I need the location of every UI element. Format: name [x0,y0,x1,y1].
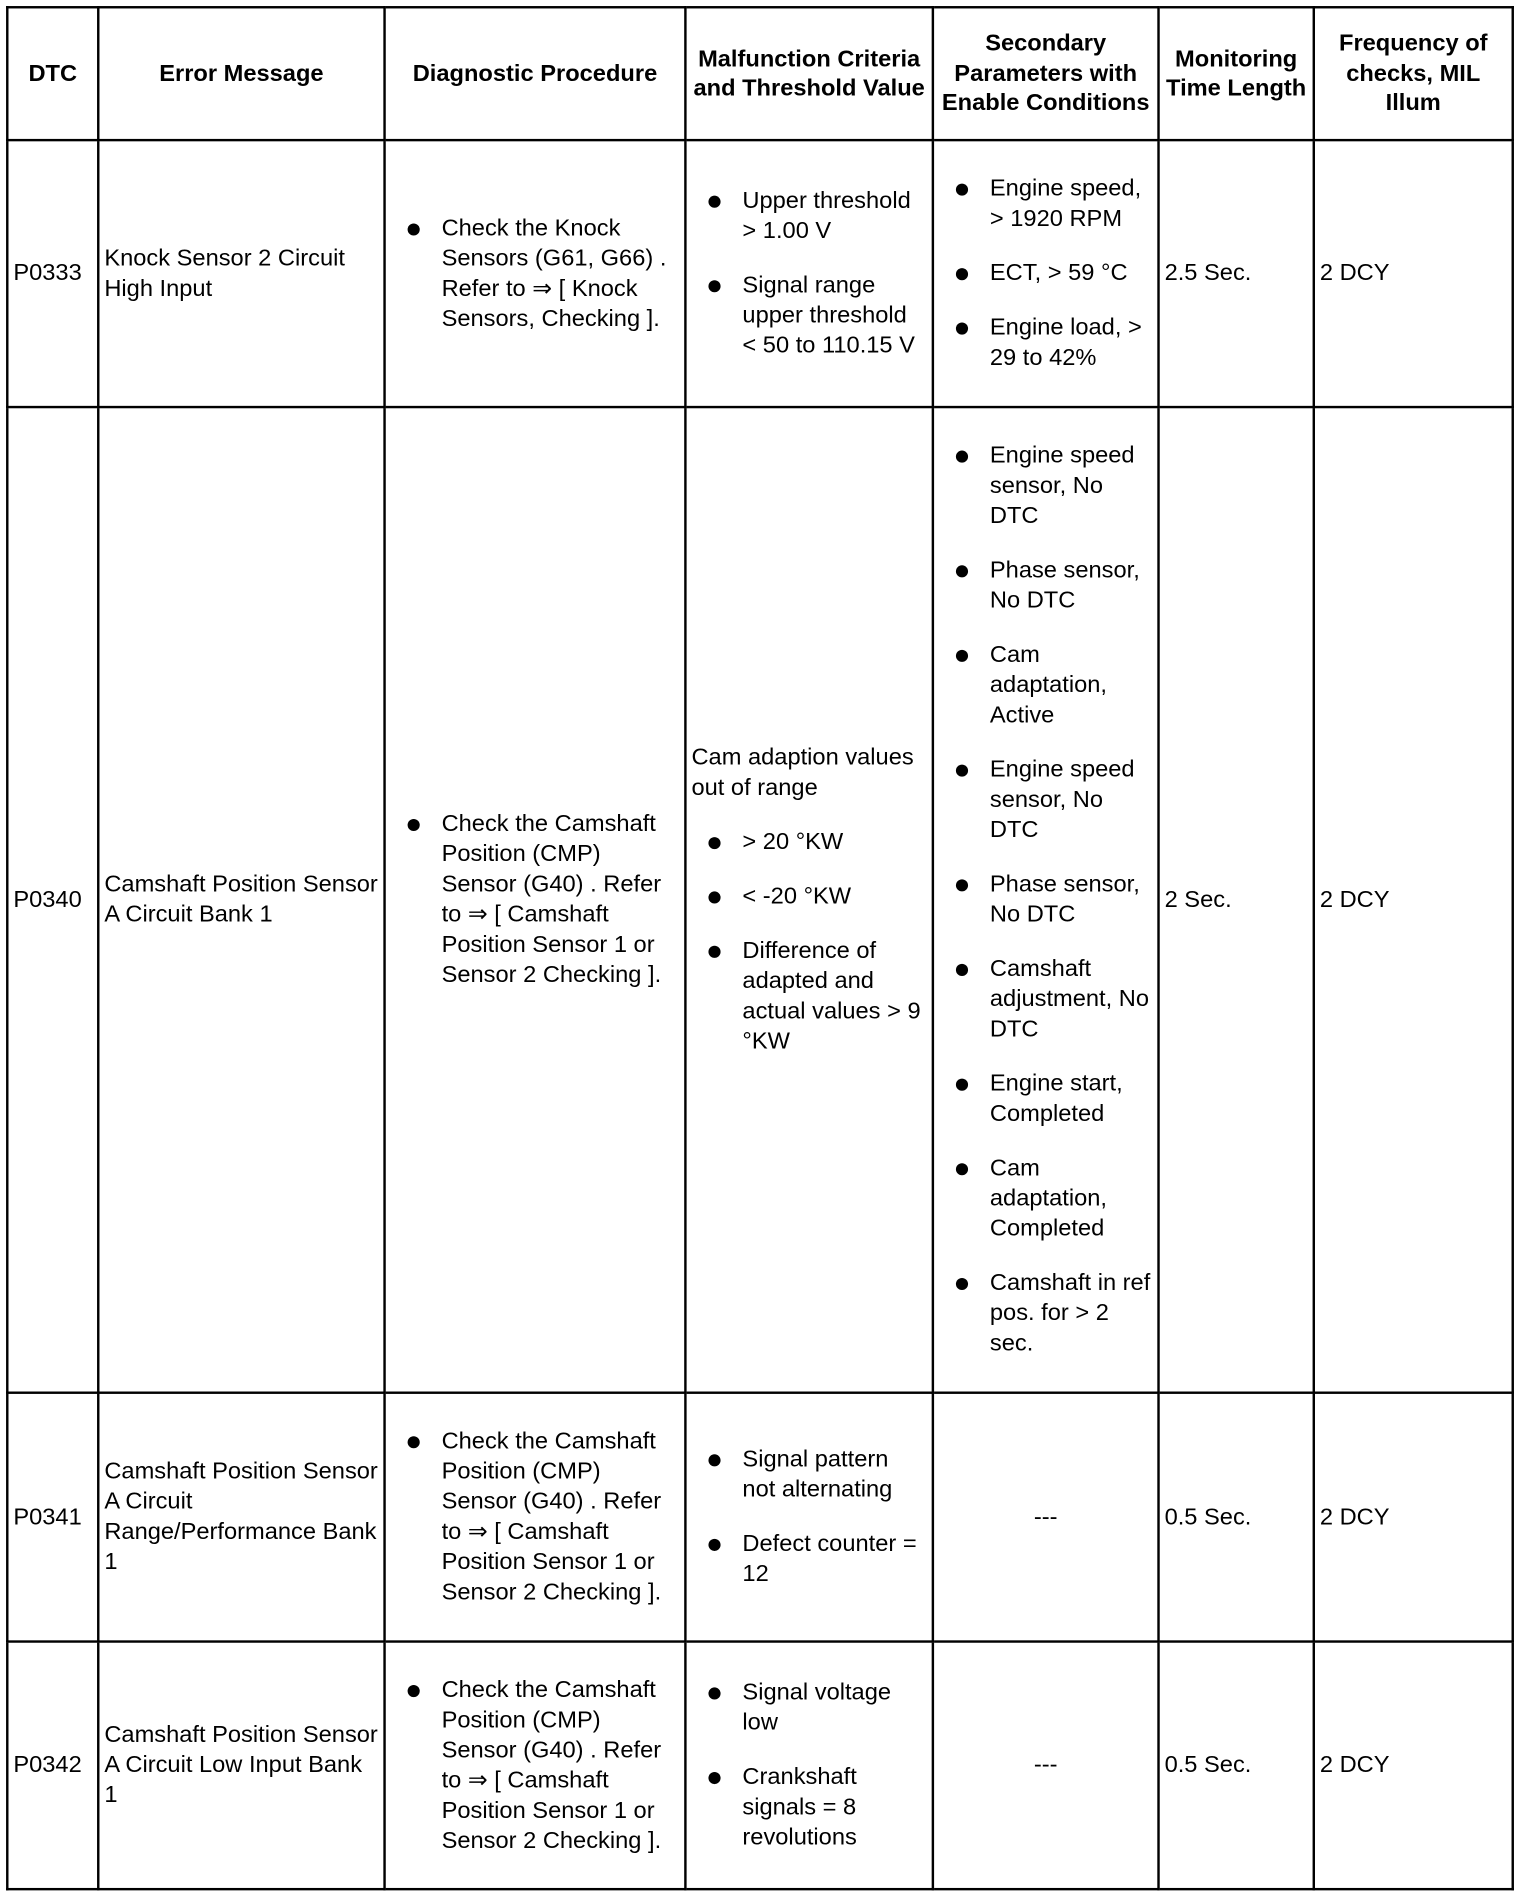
secondary-parameters [933,407,1159,1393]
list-item: Signal pattern not alternating [691,1445,926,1505]
malfunction-intro: Cam adaption values out of range [691,744,914,801]
header-error-message: Error Message [98,7,384,140]
secondary-parameters: --- [933,1642,1159,1890]
dtc-code: P0342 [7,1642,98,1890]
monitoring-time: 0.5 Sec. [1159,1642,1314,1890]
error-message: Camshaft Position Sensor A Circuit Bank 1 [98,407,384,1393]
list-item: Engine start, Completed [939,1069,1153,1129]
list-item: Cam adaptation, Active [939,640,1153,731]
error-message: Camshaft Position Sensor A Circuit Range/Performance Bank 1 [98,1393,384,1642]
diagnostic-procedure [385,140,686,407]
monitoring-time: 2.5 Sec. [1159,140,1314,407]
error-message: Camshaft Position Sensor A Circuit Low Input Bank 1 [98,1642,384,1890]
frequency: 2 DCY [1314,140,1513,407]
diagnostic-procedure [385,1393,686,1642]
frequency: 2 DCY [1314,1393,1513,1642]
list-item: Phase sensor, No DTC [939,870,1153,930]
header-malfunction-criteria: Malfunction Criteria and Threshold Value [685,7,932,140]
header-row [7,7,1512,140]
list-item: Check the Camshaft Position (CMP) Sensor (G40) . Refer to ⇒ [ Camshaft Position Sensor 1 or Sensor 2 Checking ]. [391,809,680,990]
error-message: Knock Sensor 2 Circuit High Input [98,140,384,407]
header-secondary-parameters: Secondary Parameters with Enable Conditions [933,7,1159,140]
secondary-parameters [933,140,1159,407]
diagnostic-procedure [385,407,686,1393]
list-item: Check the Knock Sensors (G61, G66) . Refer to ⇒ [ Knock Sensors, Checking ]. [391,213,680,334]
malfunction-criteria [685,1642,932,1890]
header-diagnostic-procedure: Diagnostic Procedure [385,7,686,140]
monitoring-time: 2 Sec. [1159,407,1314,1393]
malfunction-criteria [685,140,932,407]
list-item: Upper threshold > 1.00 V [691,186,926,246]
list-item: Signal range upper threshold < 50 to 110.15 V [691,271,926,362]
table-row [7,140,1512,407]
list-item: > 20 °KW [691,827,926,857]
list-item: Camshaft in ref pos. for > 2 sec. [939,1268,1153,1359]
list-item: Engine speed sensor, No DTC [939,441,1153,532]
header-frequency: Frequency of checks, MIL Illum [1314,7,1513,140]
table-row [7,1393,1512,1642]
dtc-code: P0333 [7,140,98,407]
header-dtc: DTC [7,7,98,140]
list-item: ECT, > 59 °C [939,258,1153,288]
list-item: Crankshaft signals = 8 revolutions [691,1762,926,1853]
list-item: Camshaft adjustment, No DTC [939,954,1153,1045]
list-item: Defect counter = 12 [691,1529,926,1589]
monitoring-time: 0.5 Sec. [1159,1393,1314,1642]
frequency: 2 DCY [1314,1642,1513,1890]
header-monitoring-time: Monitoring Time Length [1159,7,1314,140]
list-item: Difference of adapted and actual values > 9 °KW [691,936,926,1057]
table-row [7,407,1512,1393]
dtc-code: P0340 [7,407,98,1393]
diagnostic-procedure [385,1642,686,1890]
list-item: Cam adaptation, Completed [939,1154,1153,1245]
malfunction-criteria [685,407,932,1393]
list-item: Check the Camshaft Position (CMP) Sensor (G40) . Refer to ⇒ [ Camshaft Position Sensor 1 or Sensor 2 Checking ]. [391,1675,680,1856]
list-item: Engine load, > 29 to 42% [939,313,1153,373]
dtc-table [6,6,1514,1890]
list-item: Engine speed sensor, No DTC [939,755,1153,846]
list-item: Check the Camshaft Position (CMP) Sensor (G40) . Refer to ⇒ [ Camshaft Position Sensor 1 or Sensor 2 Checking ]. [391,1427,680,1608]
frequency: 2 DCY [1314,407,1513,1393]
list-item: < -20 °KW [691,882,926,912]
list-item: Phase sensor, No DTC [939,556,1153,616]
secondary-parameters: --- [933,1393,1159,1642]
list-item: Engine speed, > 1920 RPM [939,174,1153,234]
table-row [7,1642,1512,1890]
list-item: Signal voltage low [691,1678,926,1738]
malfunction-criteria [685,1393,932,1642]
dtc-code: P0341 [7,1393,98,1642]
